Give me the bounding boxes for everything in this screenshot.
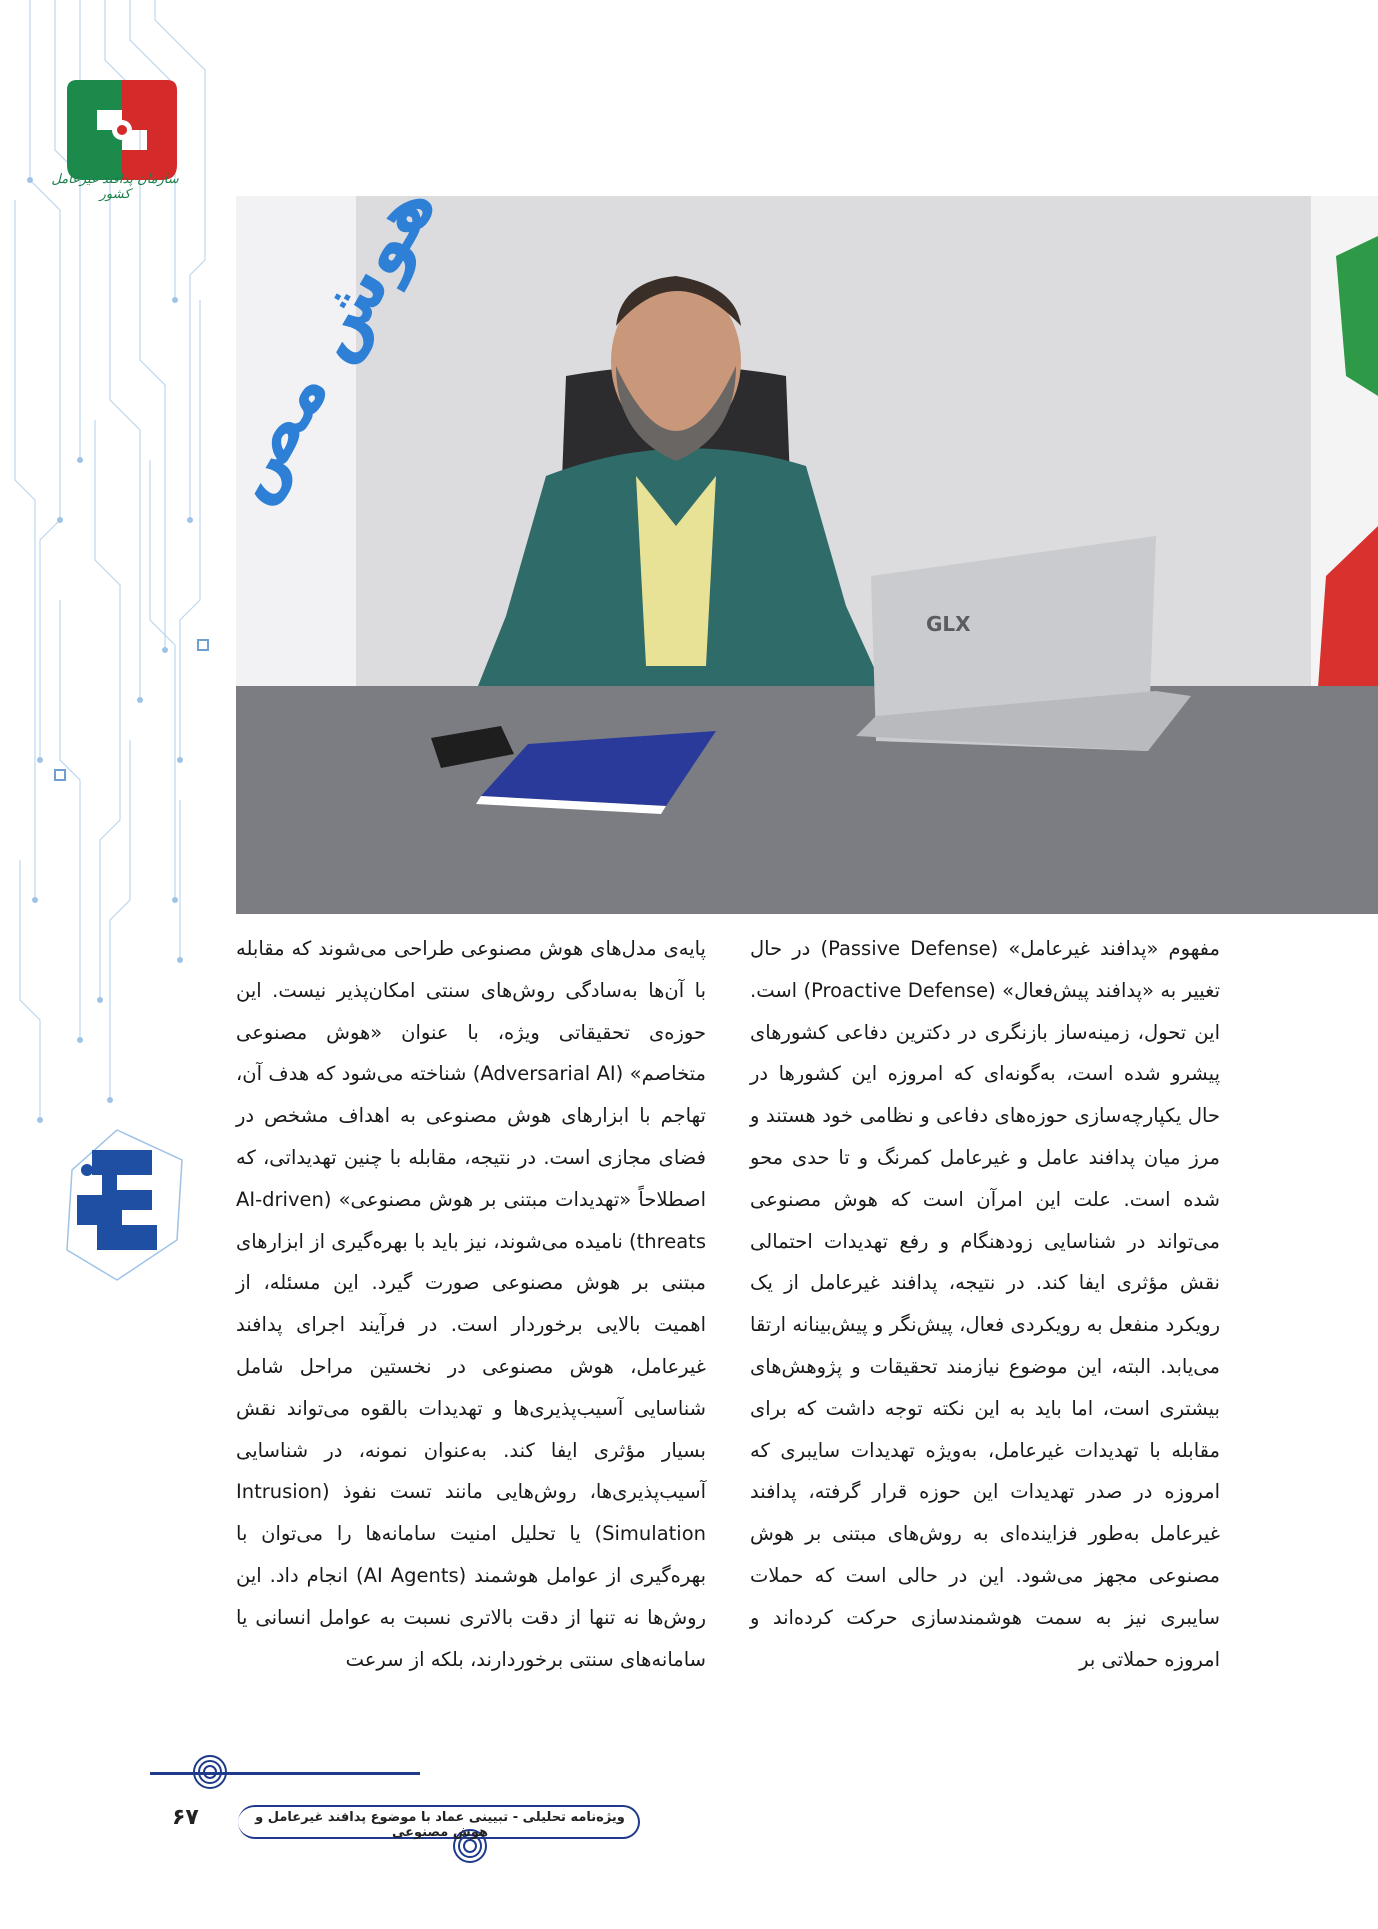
- article-column-right: [750, 928, 1220, 1680]
- footer-spiral-icon-2: [440, 1836, 500, 1876]
- page-number: ۶۷: [172, 1805, 199, 1830]
- emad-logo: [62, 1130, 192, 1280]
- laptop-brand: GLX: [926, 612, 971, 636]
- banner-text: هوش مص: [204, 169, 452, 516]
- article-paragraph-left: پایه‌ی مدل‌های هوش مصنوعی طراحی می‌شوند که مقابله با آن‌ها به‌سادگی روش‌های سنتی امکان‌پذیر نیست. این حوزه‌ی تحقیقاتی ویژه، با عنوان «هوش مصنوعی متخاصم» (Adversarial AI) شناخته می‌شود که هدف آن، تهاجم با ابزارهای هوش مصنوعی به اهداف مشخص در فضای مجازی است. در نتیجه، مقابله با چنین تهدیداتی، که اصطلاحاً «تهدیدات مبتنی بر هوش مصنوعی» (AI-driven threats) نامیده می‌شوند، نیز باید با بهره‌گیری از ابزارهای مبتنی بر هوش مصنوعی صورت گیرد. این مسئله، از اهمیت بالایی برخوردار است. در فرآیند اجرای پدافند غیرعامل، هوش مصنوعی در نخستین مراحل شامل شناسایی آسیب‌پذیری‌ها و تهدیدات بالقوه می‌تواند نقش بسیار مؤثری ایفا کند. به‌عنوان نمونه، در شناسایی آسیب‌پذیری‌ها، روش‌هایی مانند تست نفوذ (Intrusion Simulation) یا تحلیل امنیت سامانه‌ها را می‌توان با بهره‌گیری از عوامل هوشمند (AI Agents) انجام داد. این روش‌ها نه تنها از دقت بالاتری نسبت به عوامل انسانی یا سامانه‌های سنتی برخوردارند، بلکه از سرعت: [236, 937, 706, 1671]
- footer-spiral-icon: [180, 1752, 240, 1792]
- article-paragraph-right: مفهوم «پدافند غیرعامل» (Passive Defense) در حال تغییر به «پدافند پیش‌فعال» (Proactive Defense) است. این تحول، زمینه‌ساز بازنگری در دکترین دفاعی کشورهای پیشرو شده است، به‌گونه‌ای که امروزه این کشورها در حال یکپارچه‌سازی حوزه‌های دفاعی و نظامی خود هستند و مرز میان پدافند عامل و غیرعامل کمرنگ و تا حدی محو شده است. علت این امرآن است که هوش مصنوعی می‌تواند در شناسایی زودهنگام و رفع تهدیدات احتمالی نقش مؤثری ایفا کند. در نتیجه، پدافند غیرعامل از یک رویکرد منفعل به رویکردی فعال، پیش‌نگر و پیش‌بینانه ارتقا می‌یابد. البته، این موضوع نیازمند تحقیقات و پژوهش‌های بیشتری است، اما باید به این نکته توجه داشت که برای مقابله با تهدیدات غیرعامل، به‌ویژه تهدیدات سایبری که امروزه در صدر تهدیدات این حوزه قرار گرفته، پدافند غیرعامل به‌طور فزاینده‌ای به روش‌های مبتنی بر هوش مصنوعی مجهز می‌شود. این در حالی است که حملات سایبری نیز به سمت هوشمندسازی حرکت کرده‌اند و امروزه حملاتی بر: [750, 937, 1221, 1671]
- desk: [236, 686, 1378, 914]
- footer-caption: ویژه‌نامه تحلیلی - تبیینی عماد با موضوع پدافند غیرعامل و هوش مصنوعی: [255, 1810, 625, 1840]
- org-logo-caption: سازمان پدافند غیرعامل کشور: [51, 172, 179, 202]
- article-column-left: [236, 928, 706, 1680]
- interview-photo: [204, 169, 1378, 914]
